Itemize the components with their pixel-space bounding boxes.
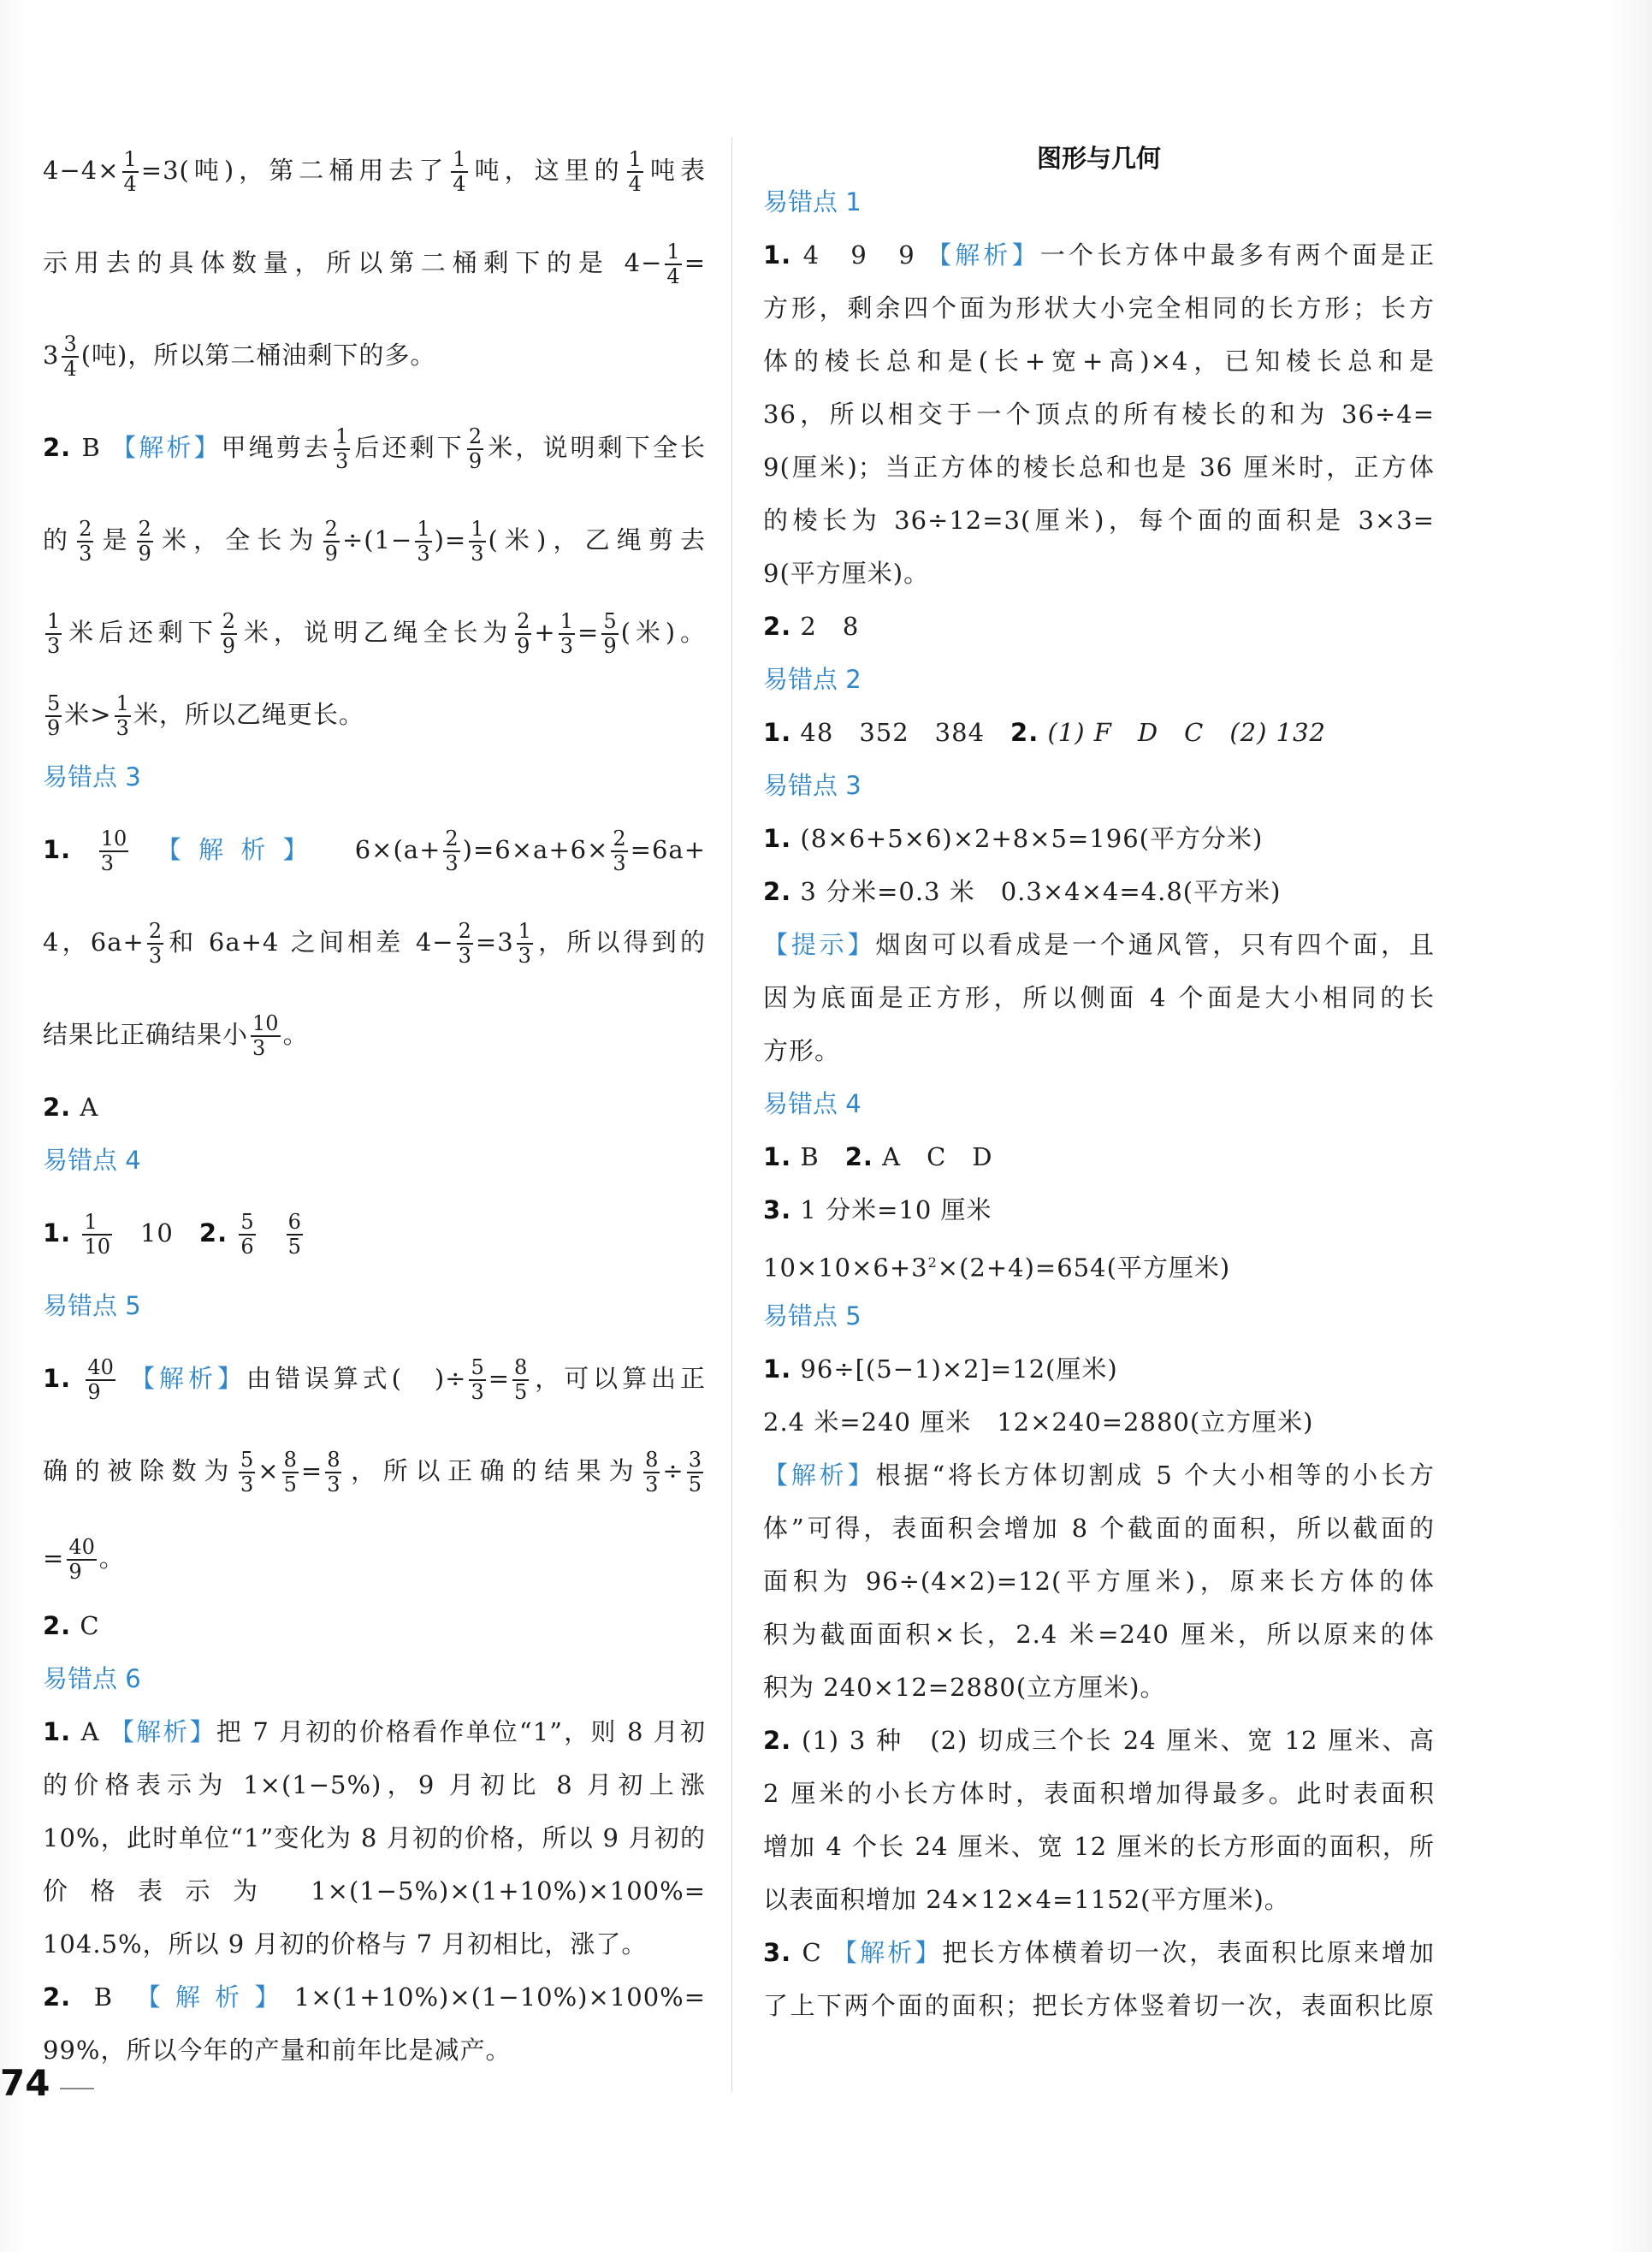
fraction-numerator: 8 — [327, 1448, 340, 1472]
fraction-denominator: 5 — [514, 1380, 528, 1404]
fraction — [517, 920, 533, 968]
fraction-numerator: 10 — [252, 1011, 279, 1035]
heading-error-point-4: 易错点 4 — [763, 1089, 862, 1118]
right-r10-line-5: 积为 240×12=2880(立方厘米)。 — [763, 1673, 1166, 1702]
fraction-denominator: 3 — [613, 851, 626, 875]
text: 1×(1+10%)×(1−10%)×100%= — [293, 1982, 707, 2012]
fraction-denominator: 3 — [148, 944, 163, 968]
text: 确的被除数为 — [43, 1456, 236, 1485]
text: =6a+ — [630, 835, 706, 864]
fraction — [287, 1211, 303, 1259]
page-number-rule — [60, 2088, 94, 2089]
right-r1-line-2: 方形，剩余四个面为形状大小完全相同的长方形；长方 — [763, 293, 1435, 323]
right-r2-line — [763, 600, 1435, 653]
right-r1-line-3: 体的棱长总和是(长+宽+高)×4，已知棱长总和是 — [763, 347, 1435, 376]
fraction-denominator: 4 — [453, 172, 466, 196]
fraction-numerator: 2 — [517, 609, 530, 633]
fraction-denominator: 6 — [240, 1235, 254, 1259]
fraction-numerator: 1 — [666, 240, 680, 264]
fraction-numerator: 2 — [222, 609, 236, 633]
right-column — [763, 141, 1435, 2032]
fraction-denominator: 3 — [47, 634, 61, 658]
question-number: 1. — [43, 1717, 72, 1746]
fraction — [115, 692, 131, 740]
text: 米> — [64, 700, 112, 729]
fraction — [467, 425, 483, 473]
fraction-numerator: 1 — [417, 517, 430, 541]
fraction-denominator: 5 — [283, 1473, 297, 1496]
right-r10-line-2: 体”可得，表面积会增加 8 个截面的面积，所以截面的 — [763, 1514, 1435, 1543]
fraction-numerator: 1 — [453, 147, 466, 171]
fraction — [221, 610, 237, 658]
left-q2-line-1 — [43, 401, 706, 494]
text: 米，全长为 — [155, 525, 321, 554]
fraction — [62, 333, 78, 381]
heading-error-point-4: 易错点 4 — [43, 1146, 141, 1175]
fraction — [86, 1356, 115, 1404]
left-e3-line-3 — [43, 988, 706, 1081]
left-e4-line — [43, 1187, 706, 1279]
question-number: 2. — [43, 1982, 72, 2012]
analysis-tag: 【解析】 — [111, 433, 222, 462]
fraction-denominator: 9 — [517, 634, 530, 658]
question-number: 1. — [763, 824, 792, 853]
analysis-tag: 【提示】 — [763, 930, 876, 959]
text: 米，说明剩下全长 — [486, 433, 706, 462]
right-r10-line-4: 积为截面面积×长，2.4 米=240 厘米，所以原来的体 — [763, 1620, 1435, 1649]
text: 把长方体横着切一次，表面积比原来增加 — [942, 1938, 1435, 1967]
text: ÷(1− — [341, 525, 413, 554]
left-e6-q2-line-1 — [43, 1970, 706, 2024]
left-e5-line-3 — [43, 1517, 706, 1599]
text: = — [43, 1544, 65, 1573]
text: = — [300, 1456, 323, 1485]
fraction-numerator: 1 — [47, 609, 61, 633]
question-number: 3. — [763, 1938, 792, 1967]
text: × — [258, 1456, 280, 1485]
fraction — [334, 425, 350, 473]
fraction-numerator: 40 — [87, 1355, 114, 1379]
fraction — [239, 1211, 255, 1259]
fraction — [443, 827, 459, 875]
fraction — [469, 518, 485, 566]
heading-error-point-6: 易错点 6 — [43, 1664, 141, 1693]
fraction-denominator: 3 — [560, 634, 574, 658]
analysis-tag: 【解析】 — [763, 1461, 876, 1490]
left-e6-line-1 — [43, 1705, 706, 1758]
right-r1-line-1 — [763, 228, 1435, 282]
fraction-numerator: 10 — [100, 827, 127, 850]
fraction-numerator: 5 — [240, 1448, 254, 1472]
text: 6×(a+ — [354, 835, 441, 864]
fraction — [325, 1449, 341, 1496]
text: ，所以得到的 — [535, 927, 706, 957]
fraction — [82, 1211, 112, 1259]
question-number: 1. — [763, 240, 792, 270]
fraction-denominator: 5 — [287, 1235, 301, 1259]
analysis-tag: 【解析】 — [832, 1938, 943, 1967]
text: B — [800, 1142, 820, 1171]
question-number: 2. — [198, 1218, 228, 1247]
right-r5-line — [763, 865, 1435, 918]
fraction-denominator: 3 — [518, 944, 531, 968]
fraction-numerator: 2 — [613, 827, 626, 850]
fraction-numerator: 2 — [324, 517, 338, 541]
fraction-denominator: 3 — [471, 542, 484, 566]
fraction — [415, 518, 431, 566]
text: 米后还剩下 — [64, 618, 218, 647]
left-e3-line-2 — [43, 896, 706, 988]
question-number: 2. — [43, 433, 72, 462]
fraction-numerator: 8 — [645, 1448, 659, 1472]
fraction-numerator: 8 — [283, 1448, 297, 1472]
fraction-denominator: 3 — [100, 851, 114, 875]
text: 1 分米=10 厘米 — [800, 1195, 992, 1224]
fraction — [77, 518, 93, 566]
fraction-denominator: 9 — [222, 634, 236, 658]
left-q2-line-4 — [43, 679, 706, 750]
text: 10 — [139, 1218, 174, 1247]
fraction — [45, 692, 62, 740]
left-e3-q2 — [43, 1081, 706, 1134]
text: 2 8 — [800, 612, 860, 641]
left-e5-line-2 — [43, 1425, 706, 1517]
fraction-denominator: 9 — [68, 1560, 82, 1584]
fraction-denominator: 3 — [417, 542, 430, 566]
fraction-numerator: 1 — [123, 147, 137, 171]
text: 烟囱可以看成是一个通风管，只有四个面，且 — [875, 930, 1435, 959]
fraction — [512, 1356, 529, 1404]
right-r3-line — [763, 706, 1435, 759]
text: 米，所以乙绳更长。 — [133, 700, 364, 729]
fraction — [137, 518, 153, 566]
fraction-denominator: 9 — [138, 542, 151, 566]
fraction-denominator: 3 — [645, 1473, 659, 1496]
right-r1-line-4: 36，所以相交于一个顶点的所有棱长的和为 36÷4= — [763, 400, 1435, 429]
text: 根据“将长方体切割成 5 个大小相等的小长方 — [875, 1461, 1435, 1490]
text: 3 分米=0.3 米 0.3×4×4=4.8(平方米) — [800, 877, 1282, 906]
question-number: 2. — [43, 1611, 72, 1640]
heading-error-point-2: 易错点 2 — [763, 665, 862, 694]
text: 。 — [282, 1020, 309, 1049]
fraction-denominator: 5 — [688, 1473, 702, 1496]
left-q2-line-3 — [43, 586, 706, 679]
text: 吨，这里的 — [470, 156, 625, 185]
left-line-3 — [43, 309, 706, 401]
text: 一个长方体中最多有两个面是正 — [1039, 240, 1436, 270]
question-number: 2. — [763, 612, 792, 641]
fraction-denominator: 3 — [335, 449, 349, 473]
right-r10-line-3: 面积为 96÷(4×2)=12(平方厘米)，原来长方体的体 — [763, 1567, 1435, 1596]
fraction — [67, 1536, 97, 1584]
fraction — [323, 518, 340, 566]
heading-error-point-5: 易错点 5 — [763, 1301, 862, 1330]
fraction-denominator: 9 — [47, 716, 61, 740]
left-e6-line-5: 104.5%，所以 9 月初的价格与 7 月初相比，涨了。 — [43, 1929, 648, 1959]
answer: B — [81, 433, 101, 462]
fraction-numerator: 1 — [628, 147, 642, 171]
fraction-numerator: 5 — [471, 1355, 484, 1379]
fraction-denominator: 3 — [327, 1473, 340, 1496]
fraction-denominator: 9 — [87, 1380, 101, 1404]
fraction-denominator: 3 — [471, 1380, 484, 1404]
text: 后还剩下 — [352, 433, 465, 462]
fraction-numerator: 1 — [560, 609, 574, 633]
text: = — [488, 1364, 511, 1393]
left-line-1 — [43, 124, 706, 216]
fraction-denominator: 9 — [603, 634, 617, 658]
fraction-denominator: 3 — [240, 1473, 254, 1496]
fraction — [469, 1356, 485, 1404]
text: 3 — [43, 341, 60, 370]
text: = — [577, 618, 600, 647]
fraction-denominator: 9 — [468, 449, 483, 473]
right-r1-line-7: 9(平方厘米)。 — [763, 559, 930, 588]
text: A — [80, 1717, 100, 1746]
fraction — [45, 610, 62, 658]
text: =3(吨)，第二桶用去了 — [140, 156, 449, 185]
text: (8×6+5×6)×2+8×5=196(平方分米) — [800, 824, 1264, 853]
fraction-denominator: 4 — [123, 172, 137, 196]
fraction — [601, 610, 618, 658]
text: 由错误算式( )÷ — [246, 1364, 467, 1393]
fraction-numerator: 5 — [603, 609, 617, 633]
fraction — [643, 1449, 660, 1496]
fraction-denominator: 4 — [628, 172, 642, 196]
question-number: 1. — [763, 1142, 792, 1171]
question-number: 1. — [763, 1354, 792, 1384]
text: 96÷[(5−1)×2]=12(厘米) — [800, 1354, 1118, 1384]
text: 结果比正确结果小 — [43, 1020, 249, 1049]
question-number: 2. — [844, 1142, 873, 1171]
fraction-numerator: 2 — [458, 919, 471, 943]
fraction-numerator: 1 — [471, 517, 484, 541]
right-r9-line-1 — [763, 1342, 1435, 1396]
question-number: 1. — [763, 718, 792, 747]
analysis-tag: 【解析】 — [927, 240, 1040, 270]
fraction-denominator: 4 — [666, 264, 680, 288]
fraction-numerator: 1 — [518, 919, 531, 943]
text: A C D — [882, 1142, 993, 1171]
text: 米，说明乙绳全长为 — [240, 618, 513, 647]
text: 4，6a+ — [43, 927, 145, 957]
fraction-numerator: 1 — [335, 424, 349, 448]
fraction-denominator: 9 — [324, 542, 338, 566]
fraction — [627, 148, 643, 196]
fraction-denominator: 10 — [84, 1235, 110, 1259]
fraction — [559, 610, 575, 658]
question-number: 1. — [43, 1364, 72, 1393]
right-r12-line-2: 了上下两个面的面积；把长方体竖着切一次，表面积比原 — [763, 1991, 1435, 2020]
section-title: 图形与几何 — [1036, 144, 1161, 173]
fraction-denominator: 3 — [79, 542, 92, 566]
right-r11-line-2: 2 厘米的小长方体时，表面积增加得最多。此时表面积 — [763, 1779, 1435, 1808]
fraction-numerator: 8 — [514, 1355, 528, 1379]
fraction — [99, 827, 129, 875]
text: ，所以正确的结果为 — [344, 1456, 642, 1485]
column-divider — [731, 137, 732, 2092]
fraction-numerator: 2 — [138, 517, 151, 541]
left-e6-line-3: 10%，此时单位“1”变化为 8 月初的价格，所以 9 月初的 — [43, 1823, 706, 1852]
fraction-numerator: 6 — [287, 1210, 301, 1234]
fraction-numerator: 2 — [148, 919, 163, 943]
right-r6-line-2: 因为底面是正方形，所以侧面 4 个面是大小相同的长 — [763, 983, 1435, 1012]
text: (米)，乙绳剪去 — [488, 525, 706, 554]
text: 把 7 月初的价格看作单位“1”，则 8 月初 — [216, 1717, 706, 1746]
right-r7-line — [763, 1130, 1435, 1183]
right-r6-line-1 — [763, 918, 1435, 971]
left-column — [43, 133, 706, 2077]
fraction — [457, 920, 473, 968]
text: )=6×a+6× — [462, 835, 609, 864]
text: ，可以算出正 — [531, 1364, 707, 1393]
text: ÷ — [662, 1456, 684, 1485]
text: (吨)，所以第二桶油剩下的多。 — [80, 341, 436, 370]
text: 4 9 9 — [802, 240, 915, 270]
left-e6-line-4: 价格表示为 1×(1−5%)×(1+10%)×100%= — [43, 1876, 706, 1905]
text: ×(2+4)=654(平方厘米) — [937, 1253, 1231, 1283]
fraction-denominator: 3 — [252, 1036, 266, 1060]
right-r10-line-1 — [763, 1449, 1435, 1502]
page-number: 74 — [0, 2062, 50, 2104]
right-r1-line-5: 9(厘米)；当正方体的棱长总和也是 36 厘米时，正方体 — [763, 453, 1435, 482]
text: 甲绳剪去 — [221, 433, 332, 462]
text: 的 — [43, 525, 75, 554]
fraction — [611, 827, 627, 875]
right-r9-line-2: 2.4 米=240 厘米 12×240=2880(立方厘米) — [763, 1408, 1314, 1437]
fraction — [665, 240, 681, 288]
text: 和 6a+4 之间相差 4− — [166, 927, 454, 957]
fraction-numerator: 2 — [445, 827, 459, 850]
text: 吨表 — [645, 156, 706, 185]
text: 10×10×6+3 — [763, 1253, 928, 1283]
text: (米)。 — [620, 618, 706, 647]
fraction — [451, 148, 467, 196]
text: A — [80, 1093, 99, 1122]
heading-error-point-3: 易错点 3 — [763, 771, 862, 800]
fraction-denominator: 3 — [458, 944, 471, 968]
fraction — [122, 148, 139, 196]
question-number: 2. — [763, 1726, 792, 1755]
left-e6-line-2: 的价格表示为 1×(1−5%)，9 月初比 8 月初上涨 — [43, 1770, 706, 1799]
left-q2-line-2 — [43, 494, 706, 586]
fraction-numerator: 3 — [688, 1448, 702, 1472]
fraction-numerator: 1 — [115, 691, 129, 715]
right-r11-line-1 — [763, 1714, 1435, 1767]
left-e5-q2 — [43, 1599, 706, 1652]
analysis-tag: 【解析】 — [135, 1982, 294, 2012]
fraction — [515, 610, 531, 658]
text: )= — [434, 525, 467, 554]
text: 4−4× — [43, 156, 120, 185]
right-r12-line-1 — [763, 1926, 1435, 1979]
fraction-numerator: 5 — [47, 691, 61, 715]
question-number: 1. — [43, 1218, 72, 1247]
left-e5-line-1 — [43, 1332, 706, 1425]
left-e6-q2-line-2: 99%，所以今年的产量和前年比是减产。 — [43, 2036, 512, 2065]
text: (1) F D C (2) 132 — [1047, 718, 1326, 747]
text: C — [802, 1938, 822, 1967]
right-r6-line-3: 方形。 — [763, 1036, 841, 1065]
fraction-numerator: 2 — [468, 424, 483, 448]
fraction-numerator: 1 — [82, 1211, 112, 1236]
text: + — [534, 618, 556, 647]
question-number: 2. — [1010, 718, 1039, 747]
heading-error-point-3: 易错点 3 — [43, 762, 141, 791]
text: 48 352 384 — [800, 718, 986, 747]
fraction-numerator: 3 — [63, 332, 77, 356]
text: B — [93, 1982, 114, 2012]
fraction-numerator: 5 — [240, 1210, 254, 1234]
analysis-tag: 【解析】 — [156, 835, 313, 864]
fraction — [687, 1449, 703, 1496]
right-r11-line-4: 以表面积增加 24×12×4=1152(平方厘米)。 — [763, 1885, 1290, 1914]
text: = — [684, 248, 706, 277]
fraction — [282, 1449, 299, 1496]
text: C — [80, 1611, 100, 1640]
text: 。 — [98, 1544, 125, 1573]
analysis-tag: 【解析】 — [109, 1717, 216, 1746]
fraction-numerator: 2 — [79, 517, 92, 541]
question-number: 3. — [763, 1195, 792, 1224]
right-r4-line — [763, 812, 1435, 865]
question-number: 2. — [763, 877, 792, 906]
fraction-denominator: 3 — [115, 716, 129, 740]
text: 是 — [96, 525, 134, 554]
text: (1) 3 种 (2) 切成三个长 24 厘米、宽 12 厘米、高 — [802, 1726, 1435, 1755]
right-r11-line-3: 增加 4 个长 24 厘米、宽 12 厘米的长方形面的面积，所 — [763, 1832, 1435, 1861]
left-e3-line-1 — [43, 803, 706, 896]
text: =3 — [475, 927, 514, 957]
right-r8-line-1 — [763, 1183, 1435, 1236]
analysis-tag: 【解析】 — [130, 1364, 246, 1393]
left-line-2 — [43, 216, 706, 309]
fraction — [239, 1449, 255, 1496]
text: 2 — [927, 1254, 938, 1271]
right-r1-line-6: 的棱长为 36÷12=3(厘米)，每个面的面积是 3×3= — [763, 506, 1435, 535]
fraction-denominator: 4 — [63, 357, 77, 381]
question-number: 2. — [43, 1093, 72, 1122]
text: 示用去的具体数量，所以第二桶剩下的是 4− — [43, 248, 663, 277]
fraction-denominator: 3 — [445, 851, 459, 875]
question-number: 1. — [43, 835, 72, 864]
heading-error-point-5: 易错点 5 — [43, 1291, 141, 1320]
heading-error-point-1: 易错点 1 — [763, 187, 862, 216]
right-r8-line-2 — [763, 1236, 1435, 1289]
fraction-numerator: 40 — [68, 1535, 95, 1559]
fraction — [251, 1012, 281, 1060]
fraction — [147, 920, 163, 968]
